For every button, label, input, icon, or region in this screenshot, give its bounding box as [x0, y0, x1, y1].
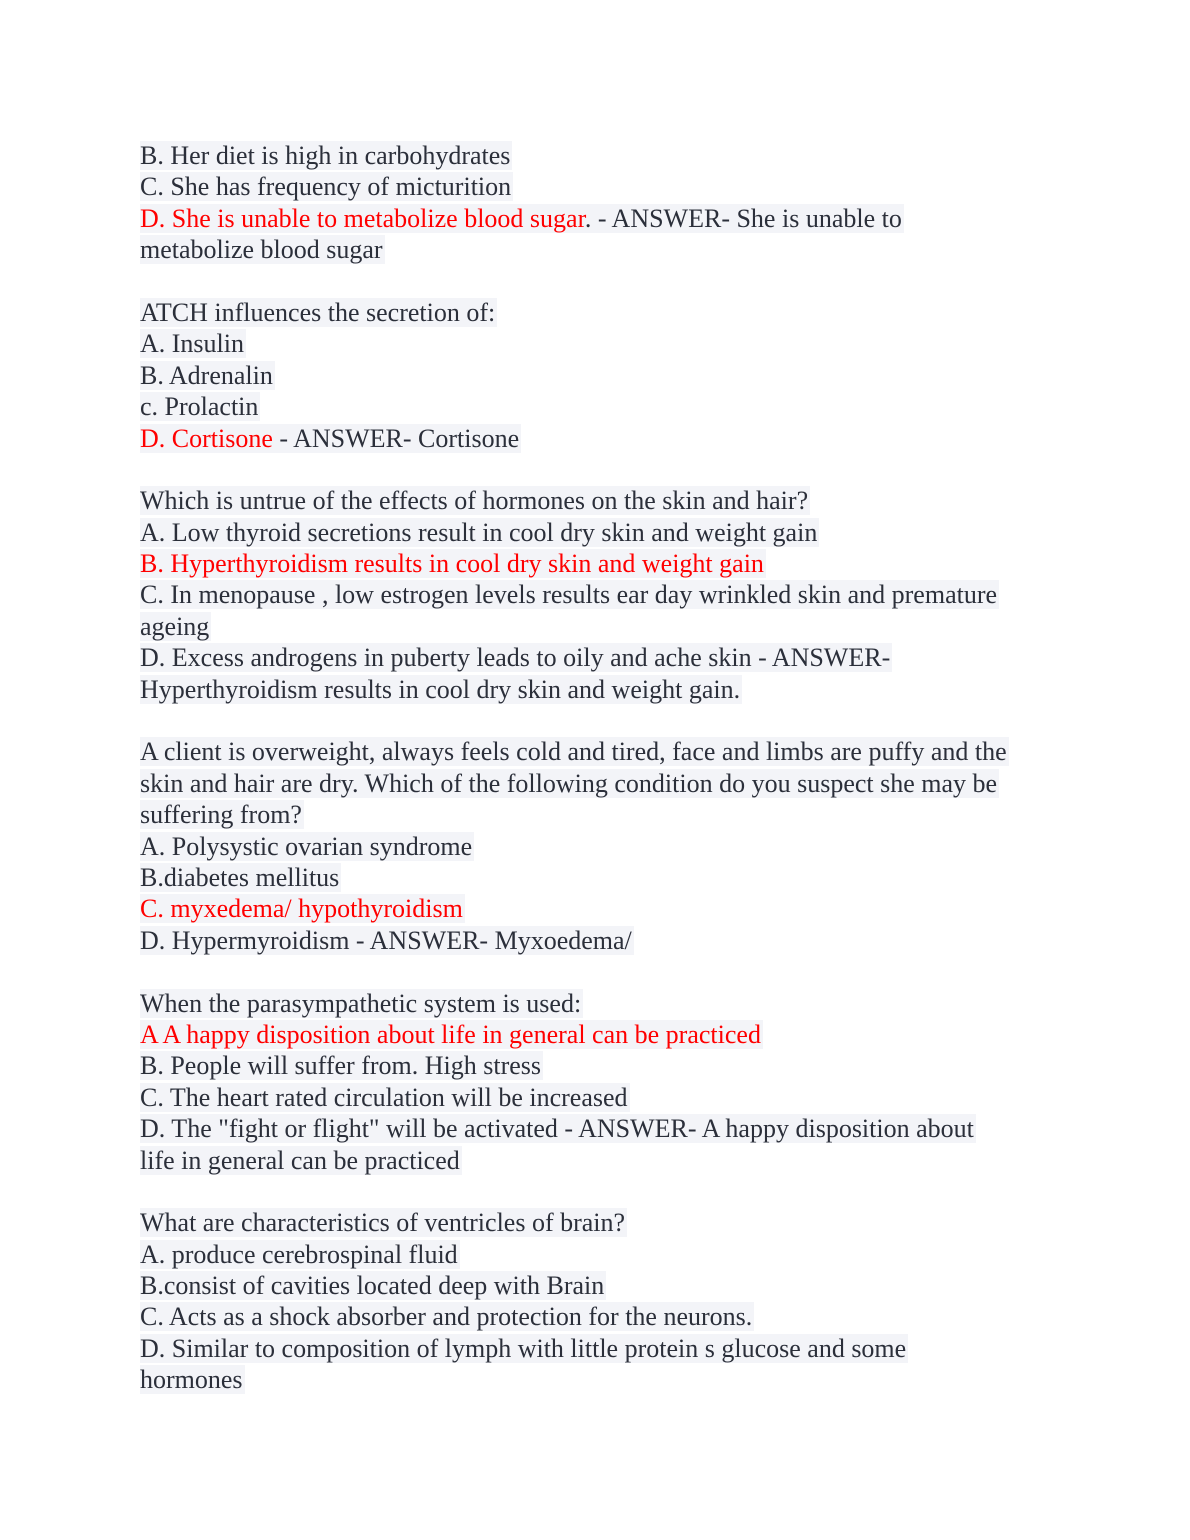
paragraph-gap: [140, 705, 1060, 736]
paragraph-gap: [140, 266, 1060, 297]
line-text: c. Prolactin: [140, 392, 259, 422]
line-text: C. The heart rated circulation will be increased: [140, 1082, 628, 1112]
line-text: . - ANSWER- She is unable to: [584, 203, 902, 233]
text-line: [140, 1364, 1060, 1395]
line-text: Which is untrue of the effects of hormones on the skin and hair?: [140, 486, 809, 516]
line-highlight: [140, 1302, 754, 1331]
line-highlight: [140, 298, 497, 327]
line-highlight: [140, 1146, 462, 1175]
line-text: C. Acts as a shock absorber and protection for the neurons.: [140, 1302, 753, 1332]
line-text: suffering from?: [140, 800, 302, 830]
line-text: A. Low thyroid secretions result in cool dry skin and weight gain: [140, 517, 818, 547]
text-line: [140, 862, 1060, 893]
line-highlight: [140, 204, 904, 233]
line-text: life in general can be practiced: [140, 1145, 460, 1175]
text-line: [140, 674, 1060, 705]
text-line: [140, 799, 1060, 830]
text-line: [140, 925, 1060, 956]
paragraph-gap: [140, 454, 1060, 485]
line-highlight: [140, 1114, 976, 1143]
line-text: ageing: [140, 611, 210, 641]
line-text: When the parasympathetic system is used:: [140, 988, 582, 1018]
correct-answer-text: B. Hyperthyroidism results in cool dry skin and weight gain: [140, 549, 764, 579]
line-text: C. She has frequency of micturition: [140, 172, 512, 202]
question-block: [140, 485, 1060, 705]
paragraph-gap: [140, 956, 1060, 987]
text-line: [140, 423, 1060, 454]
text-line: [140, 297, 1060, 328]
question-block: [140, 736, 1060, 956]
text-line: [140, 1145, 1060, 1176]
text-line: [140, 391, 1060, 422]
line-highlight: [140, 737, 1009, 766]
line-text: B. Her diet is high in carbohydrates: [140, 141, 511, 170]
text-line: [140, 736, 1060, 767]
line-highlight: [140, 580, 999, 609]
line-text: What are characteristics of ventricles of brain?: [140, 1208, 626, 1238]
line-highlight: [140, 141, 512, 170]
text-line: [140, 768, 1060, 799]
line-text: skin and hair are dry. Which of the following condition do you suspect she may be: [140, 768, 998, 798]
line-text: A. produce cerebrospinal fluid: [140, 1239, 458, 1269]
text-line: [140, 360, 1060, 391]
line-text: A client is overweight, always feels cold and tired, face and limbs are puffy and the: [140, 737, 1007, 767]
line-text: A. Insulin: [140, 329, 244, 359]
text-line: [140, 328, 1060, 359]
line-highlight: [140, 769, 999, 798]
text-line: [140, 485, 1060, 516]
text-line: [140, 548, 1060, 579]
line-highlight: [140, 1334, 908, 1363]
line-highlight: [140, 361, 275, 390]
line-text: B. Adrenalin: [140, 360, 273, 390]
line-highlight: [140, 1271, 606, 1300]
text-line: [140, 1239, 1060, 1270]
text-line: [140, 893, 1060, 924]
line-text: ATCH influences the secretion of:: [140, 297, 496, 327]
line-highlight: [140, 1020, 763, 1049]
text-line: [140, 517, 1060, 548]
text-line: [140, 1270, 1060, 1301]
line-highlight: [140, 800, 304, 829]
text-line: [140, 831, 1060, 862]
line-text: C. In menopause , low estrogen levels results ear day wrinkled skin and premature: [140, 580, 998, 610]
line-highlight: [140, 1240, 460, 1269]
text-line: [140, 579, 1060, 610]
line-highlight: [140, 392, 260, 421]
line-text: metabolize blood sugar: [140, 235, 383, 265]
line-highlight: [140, 989, 583, 1018]
line-highlight: [140, 549, 766, 578]
correct-answer-text: C. myxedema/ hypothyroidism: [140, 894, 463, 924]
question-block: [140, 140, 1060, 266]
line-text: Hyperthyroidism results in cool dry skin and weight gain.: [140, 674, 741, 704]
line-highlight: [140, 424, 521, 453]
text-line: [140, 203, 1060, 234]
text-line: [140, 642, 1060, 673]
text-line: [140, 1113, 1060, 1144]
line-highlight: [140, 1365, 245, 1394]
line-highlight: [140, 1051, 543, 1080]
question-block: [140, 1207, 1060, 1395]
text-line: [140, 1050, 1060, 1081]
paragraph-gap: [140, 1176, 1060, 1207]
question-block: [140, 297, 1060, 454]
question-block: [140, 988, 1060, 1176]
text-line: [140, 1019, 1060, 1050]
correct-answer-text: A A happy disposition about life in general can be practiced: [140, 1019, 761, 1049]
line-text: B.diabetes mellitus: [140, 862, 340, 892]
line-text: B. People will suffer from. High stress: [140, 1051, 542, 1081]
line-highlight: [140, 518, 819, 547]
line-highlight: [140, 1208, 627, 1237]
line-highlight: [140, 926, 634, 955]
text-line: [140, 140, 1060, 171]
document-page: [140, 140, 1060, 1396]
line-text: A. Polysystic ovarian syndrome: [140, 831, 473, 861]
line-highlight: [140, 863, 341, 892]
line-highlight: [140, 675, 742, 704]
line-highlight: [140, 643, 892, 672]
line-text: - ANSWER- Cortisone: [272, 423, 520, 453]
line-text: D. Hypermyroidism - ANSWER- Myxoedema/: [140, 925, 632, 955]
line-text: hormones: [140, 1365, 243, 1395]
line-highlight: [140, 612, 211, 641]
text-line: [140, 1082, 1060, 1113]
line-highlight: [140, 832, 474, 861]
line-text: D. Similar to composition of lymph with little protein s glucose and some: [140, 1333, 907, 1363]
line-highlight: [140, 329, 246, 358]
line-text: B.consist of cavities located deep with Brain: [140, 1271, 605, 1301]
text-line: [140, 1301, 1060, 1332]
text-line: [140, 171, 1060, 202]
correct-answer-text: D. Cortisone: [140, 423, 273, 453]
line-text: D. Excess androgens in puberty leads to oily and ache skin - ANSWER-: [140, 643, 891, 673]
line-highlight: [140, 172, 513, 201]
line-highlight: [140, 1083, 630, 1112]
line-highlight: [140, 235, 385, 264]
text-line: [140, 611, 1060, 642]
text-line: [140, 1333, 1060, 1364]
text-line: [140, 1207, 1060, 1238]
line-highlight: [140, 894, 465, 923]
text-line: [140, 234, 1060, 265]
line-text: D. The "fight or flight" will be activated - ANSWER- A happy disposition about: [140, 1114, 974, 1144]
text-line: [140, 988, 1060, 1019]
correct-answer-text: D. She is unable to metabolize blood sugar: [140, 203, 585, 233]
line-highlight: [140, 486, 810, 515]
